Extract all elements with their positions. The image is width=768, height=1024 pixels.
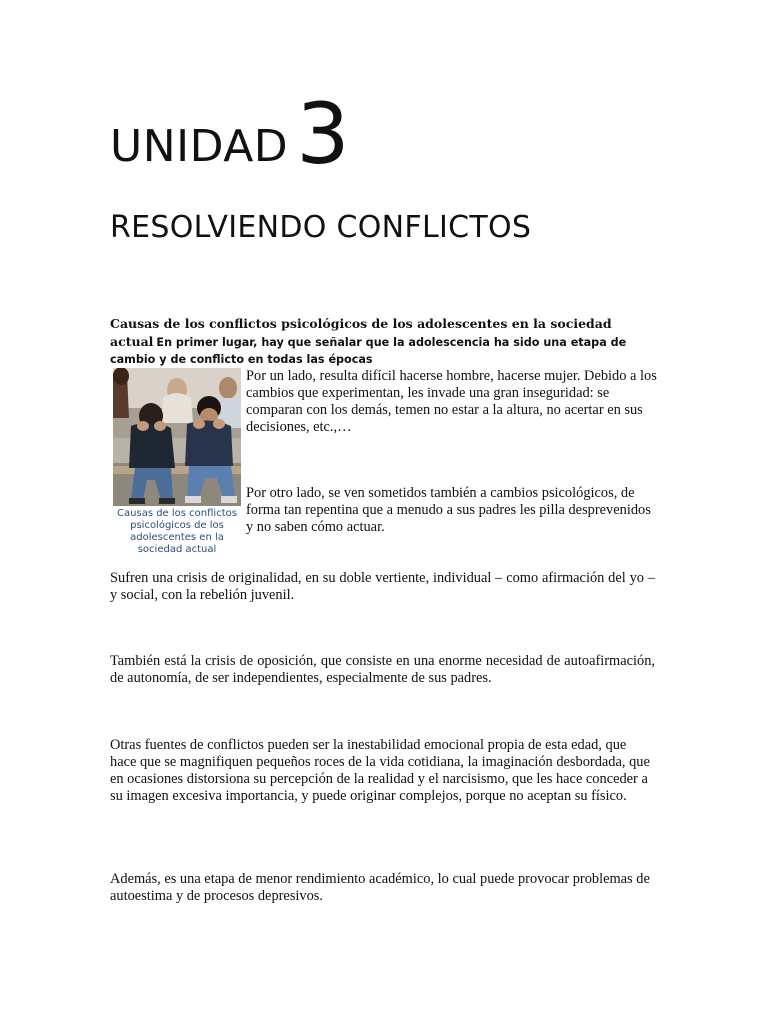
section-title: RESOLVIENDO CONFLICTOS [110,210,532,245]
unit-number: 3 [296,85,350,183]
figure-caption: Causas de los conflictos psicológicos de los adolescentes en la sociedad actual [117,508,237,555]
paragraph-3: Sufren una crisis de originalidad, en su doble vertiente, individual – como afirmación del yo – y social, con la rebelión juvenil. [110,570,655,603]
figure [113,368,241,556]
paragraph-5: Otras fuentes de conflictos pueden ser la inestabilidad emocional propia de esta edad, que hace que se magnifiquen pequeños roces de la vida cotidiana, la imaginación desbordada, que en ocasiones distorsiona su percepción de la realidad y el narcisismo, que les hace conceder a su imagen excesiva importancia, y puede originar complejos, porque no aceptan su físico. [110,737,650,804]
intro-heading: Causas de los conflictos psicológicos de los adolescentes en la sociedad actual [110,316,612,349]
intro-paragraph [110,315,650,368]
adolescents-photo [113,368,241,506]
unit-heading [110,85,350,183]
unit-word: UNIDAD [110,121,289,172]
paragraph-2: Por otro lado, se ven sometidos también a cambios psicológicos, de forma tan repentina que a menudo a sus padres les pilla desprevenidos y no saben cómo actuar. [246,485,651,535]
intro-lead-text: En primer lugar, hay que señalar que la adolescencia ha sido una etapa de cambio y de conflicto en todas las épocas [110,336,627,366]
paragraph-4: También está la crisis de oposición, que consiste en una enorme necesidad de autoafirmación, de autonomía, de ser independientes, especialmente de sus padres. [110,653,655,686]
paragraph-1: Por un lado, resulta difícil hacerse hombre, hacerse mujer. Debido a los cambios que experimentan, les invade una gran inseguridad: se comparan con los demás, temen no estar a la altura, no acertar en sus decisiones, etc.,… [246,368,657,435]
paragraph-6: Además, es una etapa de menor rendimiento académico, lo cual puede provocar problemas de autoestima y de procesos depresivos. [110,871,650,904]
